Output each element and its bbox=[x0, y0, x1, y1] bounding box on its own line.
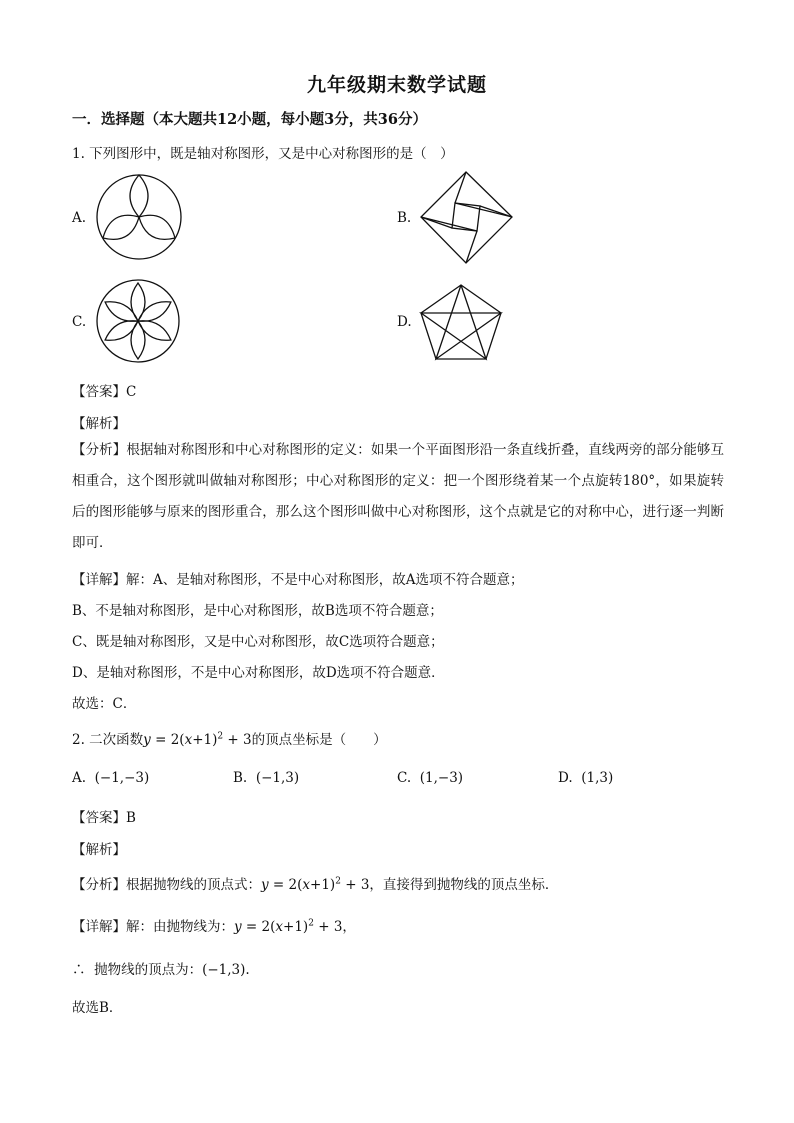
q2-vertex-line bbox=[72, 958, 722, 978]
q2-stem bbox=[72, 728, 722, 748]
q2-analysis bbox=[72, 873, 722, 893]
q2-stem-pre: 2. 二次函数 bbox=[72, 732, 144, 748]
q2-function-formula: $y = 2(x+1)^2 + 3$ bbox=[143, 731, 252, 748]
q1-detail-c: C、既是轴对称图形，又是中心对称图形，故C选项符合题意； bbox=[72, 634, 444, 650]
q1-option-c-label: C. bbox=[72, 314, 87, 330]
q2-option-d bbox=[558, 770, 613, 786]
q1-detail-a: 【详解】解：A、是轴对称图形，不是中心对称图形，故A选项不符合题意； bbox=[72, 572, 524, 588]
q2-vertex-pre: 抛物线的顶点为： bbox=[94, 962, 203, 978]
q2-option-c-label: C. bbox=[397, 770, 412, 786]
q2-option-a bbox=[72, 770, 149, 786]
q1-choice: 故选：C． bbox=[72, 696, 137, 712]
q2-analysis-tag: 【解析】 bbox=[72, 842, 126, 858]
q2-detail bbox=[72, 915, 722, 935]
q1-detail-b: B、不是轴对称图形，是中心对称图形，故B选项不符合题意； bbox=[72, 603, 443, 619]
q1-detail-d: D、是轴对称图形，不是中心对称图形，故D选项不符合题意． bbox=[72, 665, 445, 681]
q2-analysis-pre: 【分析】根据抛物线的顶点式： bbox=[72, 877, 261, 893]
q2-option-a-label: A. bbox=[72, 770, 87, 786]
q1-answer: 【答案】C bbox=[72, 384, 137, 400]
q2-option-b-label: B. bbox=[233, 770, 248, 786]
q1-option-a-figure bbox=[95, 173, 183, 261]
q2-option-b-value: (−1,3) bbox=[255, 770, 300, 786]
q2-choice: 故选B． bbox=[72, 1000, 123, 1016]
q2-stem-post: 的顶点坐标是（ ） bbox=[251, 732, 387, 748]
q1-analysis-paragraph: 【分析】根据轴对称图形和中心对称图形的定义：如果一个平面图形沿一条直线折叠，直线两旁的部分能够互相重合，这个图形就叫做轴对称图形；中心对称图形的定义：把一个图形绕着某一个点旋转180°，如果旋转后的图形能够与原来的图形重合，那么这个图形叫做中心对称图形，这个点就是它的对称中心，进行逐一判断即可． bbox=[72, 442, 724, 551]
q1-analysis-tag: 【解析】 bbox=[72, 416, 126, 432]
q2-option-c-value: (1,−3) bbox=[419, 770, 464, 786]
q2-vertex-post: . bbox=[245, 962, 250, 978]
q1-option-b-label: B. bbox=[397, 210, 412, 226]
q1-stem: 1. 下列图形中，既是轴对称图形，又是中心对称图形的是（ ） bbox=[72, 146, 454, 162]
q2-option-b bbox=[233, 770, 299, 786]
q1-option-c-figure bbox=[95, 278, 181, 364]
q1-option-b-figure bbox=[419, 170, 514, 265]
q1-option-a-label: A. bbox=[72, 210, 87, 226]
q1-option-d-figure bbox=[419, 283, 503, 361]
q1-option-d-label: D. bbox=[397, 314, 412, 330]
q2-answer: 【答案】B bbox=[72, 810, 136, 826]
page-title: 九年级期末数学试题 bbox=[306, 74, 487, 96]
q2-vertex-value: (−1,3) bbox=[202, 962, 246, 978]
q2-detail-post: ， bbox=[342, 919, 356, 935]
q2-detail-pre: 【详解】解：由抛物线为： bbox=[72, 919, 234, 935]
q2-option-d-value: (1,3) bbox=[581, 770, 614, 786]
q2-analysis-formula: $y = 2(x+1)^2 + 3$ bbox=[261, 876, 370, 893]
q2-option-c bbox=[397, 770, 463, 786]
section-heading: 一．选择题（本大题共12小题，每小题3分，共36分） bbox=[72, 111, 427, 128]
therefore-symbol: ∴ bbox=[72, 962, 86, 978]
q2-option-a-value: (−1,−3) bbox=[94, 770, 150, 786]
q2-option-d-label: D. bbox=[558, 770, 573, 786]
q2-detail-formula: $y = 2(x+1)^2 + 3$ bbox=[234, 918, 343, 935]
q2-analysis-post: ，直接得到抛物线的顶点坐标． bbox=[369, 877, 559, 893]
